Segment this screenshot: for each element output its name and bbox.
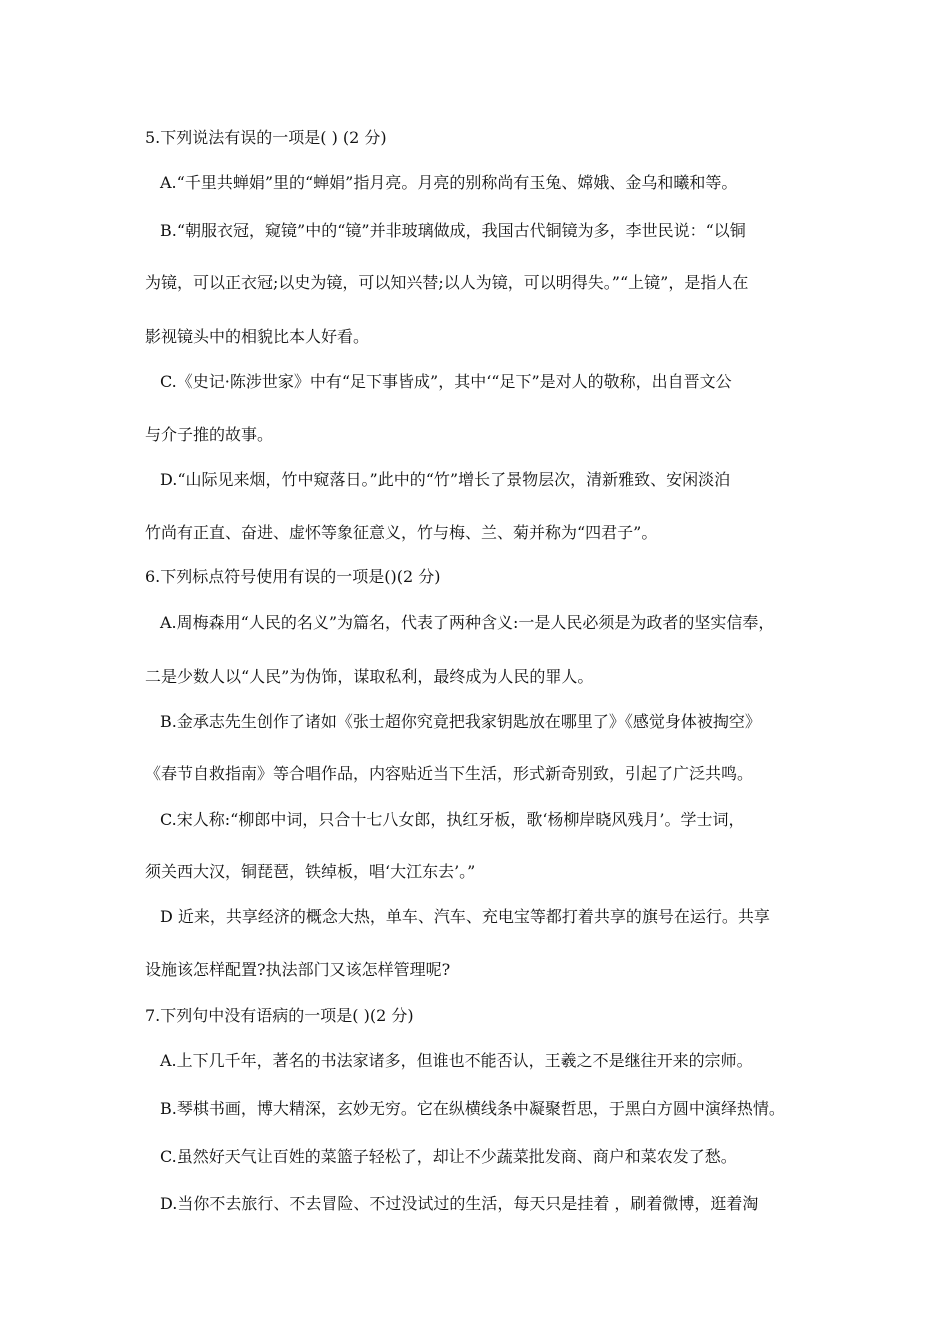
question-7-stem: 7.下列句中没有语病的一项是( )(2 分) — [145, 1006, 414, 1025]
question-6-option-b-line-2: 《春节自救指南》等合唱作品，内容贴近当下生活，形式新奇别致，引起了广泛共鸣。 — [145, 764, 754, 783]
question-7-option-d: D.当你不去旅行、不去冒险、不过没试过的生活，每天只是挂着 ，刷着微博，逛着淘 — [160, 1194, 759, 1213]
question-7-option-b: B.琴棋书画，博大精深，玄妙无穷。它在纵横线条中凝聚哲思，于黑白方圆中演绎热情。 — [160, 1099, 785, 1118]
question-6-stem: 6.下列标点符号使用有误的一项是()(2 分) — [145, 567, 441, 586]
question-5-option-a-line-1: A.“千里共蝉娟”里的“蝉娟”指月亮。月亮的别称尚有玉兔、嫦娥、金乌和曦和等。 — [160, 173, 738, 192]
question-6-option-d-line-2: 设施该怎样配置?执法部门又该怎样管理呢? — [145, 960, 451, 979]
question-6-option-d-line-1: D 近来，共享经济的概念大热，单车、汽车、充电宝等都打着共享的旗号在运行。共享 — [160, 907, 770, 926]
question-6-option-c-line-2: 须关西大汉，铜琵琶，铁绰板，唱‘大江东去’。” — [145, 862, 476, 881]
question-6-option-a-line-2: 二是少数人以“人民”为伪饰，谋取私利，最终成为人民的罪人。 — [145, 667, 594, 686]
question-5-option-d-line-2: 竹尚有正直、奋进、虚怀等象征意义，竹与梅、兰、菊并称为“四君子”。 — [145, 523, 658, 542]
question-7-option-c: C.虽然好天气让百姓的菜篮子轻松了，却让不少蔬菜批发商、商户和菜农发了愁。 — [160, 1147, 737, 1166]
question-5-option-c-line-2: 与介子推的故事。 — [145, 425, 274, 444]
question-5-option-b-line-1: B.“朝服衣冠，窥镜”中的“镜”并非玻璃做成，我国古代铜镜为多，李世民说：“以铜 — [160, 221, 746, 240]
question-5-option-b-line-3: 影视镜头中的相貌比本人好看。 — [145, 327, 370, 346]
question-6-option-c-line-1: C.宋人称:“柳郎中词，只合十七八女郎，执红牙板，歌‘杨柳岸晓风残月’。学士词， — [160, 810, 745, 829]
question-6-option-a-line-1: A.周梅森用“人民的名义”为篇名，代表了两种含义:一是人民必须是为政者的坚实信奉， — [160, 613, 775, 632]
question-7-option-a: A.上下几千年，著名的书法家诸多，但谁也不能否认，王羲之不是继往开来的宗师。 — [160, 1051, 753, 1070]
question-5-option-b-line-2: 为镜，可以正衣冠;以史为镜，可以知兴替;以人为镜，可以明得失。”“上镜”，是指人在 — [145, 273, 749, 292]
question-5-option-d-line-1: D.“山际见来烟，竹中窥落日。”此中的“竹”增长了景物层次，清新雅致、安闲淡泊 — [160, 470, 731, 489]
question-5-option-c-line-1: C.《史记·陈涉世家》中有“足下事皆成”，其中‘“足下”是对人的敬称，出自晋文公 — [160, 372, 732, 391]
question-5-stem: 5.下列说法有误的一项是( ) (2 分) — [145, 128, 387, 147]
question-6-option-b-line-1: B.金承志先生创作了诸如《张士超你究竟把我家钥匙放在哪里了》《感觉身体被掏空》 — [160, 712, 761, 731]
